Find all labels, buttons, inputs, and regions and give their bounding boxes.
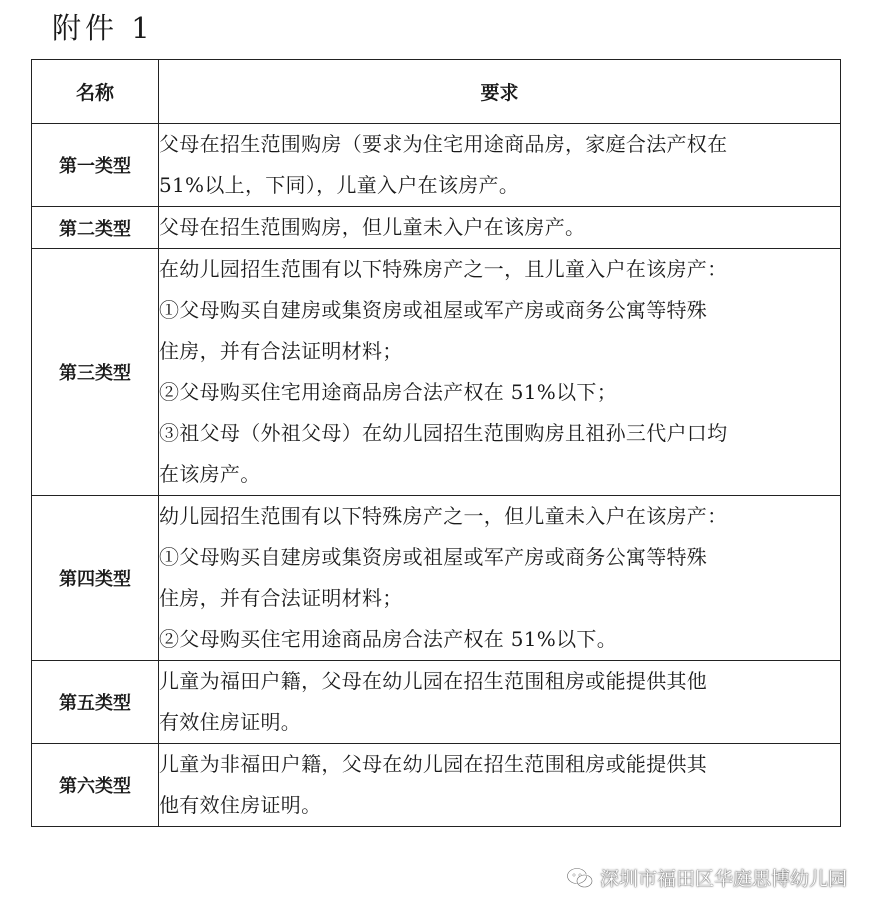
row-requirement: [159, 124, 841, 207]
row-requirement: [159, 496, 841, 661]
requirement-line: ②父母购买住宅用途商品房合法产权在 51%以下。: [159, 627, 618, 651]
row-requirement: [159, 207, 841, 249]
row-type-name: 第一类型: [32, 124, 159, 207]
requirement-line: 幼儿园招生范围有以下特殊房产之一，但儿童未入户在该房产：: [159, 504, 728, 528]
table-row: [32, 207, 841, 249]
requirement-line: 有效住房证明。: [159, 710, 302, 734]
watermark-text: 深圳市福田区华庭思博幼儿园: [599, 868, 847, 890]
requirement-line: 住房，并有合法证明材料；: [159, 339, 403, 363]
requirement-line: ①父母购买自建房或集资房或祖屋或军产房或商务公寓等特殊: [159, 545, 708, 569]
header-requirement: 要求: [159, 60, 841, 124]
requirement-line: 在该房产。: [159, 462, 261, 486]
account-watermark: [566, 864, 847, 891]
row-type-name: 第三类型: [32, 249, 159, 496]
requirement-line: 儿童为非福田户籍，父母在幼儿园在招生范围租房或能提供其: [159, 752, 708, 776]
requirement-line: ②父母购买住宅用途商品房合法产权在 51%以下；: [159, 380, 618, 404]
requirement-line: 他有效住房证明。: [159, 793, 322, 817]
header-name: 名称: [32, 60, 159, 124]
requirement-line: 在幼儿园招生范围有以下特殊房产之一，且儿童入户在该房产：: [159, 257, 728, 281]
table-header-row: [32, 60, 841, 124]
requirement-line: 儿童为福田户籍，父母在幼儿园在招生范围租房或能提供其他: [159, 669, 708, 693]
row-type-name: 第六类型: [32, 744, 159, 827]
table-row: [32, 496, 841, 661]
table-row: [32, 124, 841, 207]
requirement-line: ③祖父母（外祖父母）在幼儿园招生范围购房且祖孙三代户口均: [159, 421, 728, 445]
requirements-table: [31, 59, 841, 827]
row-type-name: 第四类型: [32, 496, 159, 661]
requirement-line: 51%以上，下同），儿童入户在该房产。: [159, 173, 520, 197]
requirement-line: 父母在招生范围购房（要求为住宅用途商品房，家庭合法产权在: [159, 132, 728, 156]
row-type-name: 第二类型: [32, 207, 159, 249]
requirement-line: 父母在招生范围购房，但儿童未入户在该房产。: [159, 215, 586, 239]
requirement-line: ①父母购买自建房或集资房或祖屋或军产房或商务公寓等特殊: [159, 298, 708, 322]
table-row: [32, 249, 841, 496]
row-requirement: [159, 249, 841, 496]
row-requirement: [159, 744, 841, 827]
wechat-icon: [566, 867, 594, 889]
requirement-line: 住房，并有合法证明材料；: [159, 586, 403, 610]
row-type-name: 第五类型: [32, 661, 159, 744]
table-row: [32, 744, 841, 827]
row-requirement: [159, 661, 841, 744]
table-row: [32, 661, 841, 744]
attachment-title: 附件 1: [52, 11, 154, 45]
